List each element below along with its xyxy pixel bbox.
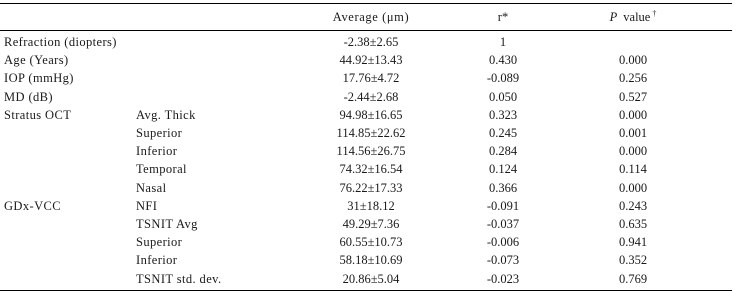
table-row (0, 106, 736, 124)
table-header-row (0, 8, 736, 26)
row-r: -0.037 (486, 217, 520, 231)
row-r: -0.023 (486, 271, 520, 286)
header-p-word: value (623, 10, 651, 24)
row-p-value: 0.114 (619, 162, 647, 177)
row-p-value: 0.000 (618, 107, 648, 122)
table-row (0, 124, 736, 142)
table-row (0, 160, 736, 178)
row-sublabel: Superior (136, 126, 183, 140)
table-row (0, 179, 736, 197)
row-p-value: 0.000 (618, 53, 648, 68)
table-row (0, 251, 736, 269)
table-row (0, 215, 736, 233)
row-r: 0.245 (488, 126, 518, 140)
row-r: 0.284 (488, 144, 518, 159)
row-r: 0.124 (488, 162, 518, 177)
header-p-footnote-mark: † (652, 8, 657, 18)
header-p-value (543, 8, 723, 26)
row-p-value: 0.256 (618, 71, 648, 86)
row-average: 49.29±7.36 (342, 217, 400, 231)
row-p-value: 0.243 (618, 198, 648, 213)
row-p-value: 0.001 (618, 126, 648, 140)
row-sublabel: TSNIT Avg (136, 217, 198, 231)
row-r: 0.323 (488, 107, 518, 122)
row-sublabel: Nasal (136, 180, 167, 195)
row-r: -0.006 (486, 235, 520, 250)
row-average: 20.86±5.04 (342, 271, 400, 286)
row-r: -0.073 (486, 253, 520, 268)
table-row (0, 142, 736, 160)
row-average: 60.55±10.73 (339, 235, 403, 250)
row-sublabel: NFI (136, 198, 158, 213)
row-sublabel: Avg. Thick (136, 107, 196, 122)
table-row (0, 51, 736, 69)
row-average: 114.56±26.75 (336, 144, 406, 159)
row-r: 1 (499, 35, 507, 49)
row-sublabel: TSNIT std. dev. (136, 271, 222, 286)
row-sublabel: Temporal (136, 162, 187, 177)
row-label: MD (dB) (4, 89, 53, 104)
row-average: 58.18±10.69 (339, 253, 403, 268)
row-label: Age (Years) (4, 53, 69, 68)
row-p-value: 0.941 (618, 235, 648, 250)
row-label: IOP (mmHg) (4, 71, 74, 86)
table-row (0, 69, 736, 87)
row-sublabel: Inferior (136, 253, 178, 268)
row-average: 31±18.12 (347, 198, 395, 213)
header-p-letter: P (609, 10, 618, 24)
row-p-value: 0.635 (618, 217, 648, 231)
row-p-value: 0.769 (618, 271, 648, 286)
row-r: -0.091 (486, 198, 520, 213)
row-label: Stratus OCT (4, 107, 72, 122)
header-average: Average (μm) (332, 10, 410, 24)
table-row (0, 33, 736, 51)
table-row (0, 233, 736, 251)
row-p-value: 0.352 (618, 253, 648, 268)
row-r: 0.366 (488, 180, 518, 195)
table-header-rule (0, 30, 732, 31)
row-p-value: 0.000 (618, 144, 648, 159)
row-label: GDx-VCC (4, 198, 61, 213)
header-r: r* (497, 10, 509, 24)
row-sublabel: Superior (136, 235, 183, 250)
row-average: -2.38±2.65 (343, 35, 399, 49)
row-r: -0.089 (486, 71, 520, 86)
row-average: 44.92±13.43 (339, 53, 403, 68)
row-average: 74.32±16.54 (339, 162, 403, 177)
row-r: 0.430 (488, 53, 518, 68)
row-average: 94.98±16.65 (339, 107, 403, 122)
row-sublabel: Inferior (136, 144, 178, 159)
row-label: Refraction (diopters) (4, 35, 117, 49)
row-r: 0.050 (488, 89, 518, 104)
row-average: 76.22±17.33 (339, 180, 403, 195)
table-row (0, 270, 736, 288)
table-bottom-rule (0, 290, 732, 291)
table-row (0, 197, 736, 215)
row-average: 114.85±22.62 (336, 126, 406, 140)
row-p-value: 0.000 (618, 180, 648, 195)
table-row (0, 88, 736, 106)
row-average: 17.76±4.72 (342, 71, 400, 86)
row-p-value: 0.527 (618, 89, 648, 104)
row-average: -2.44±2.68 (343, 89, 399, 104)
table-top-rule (0, 3, 732, 4)
